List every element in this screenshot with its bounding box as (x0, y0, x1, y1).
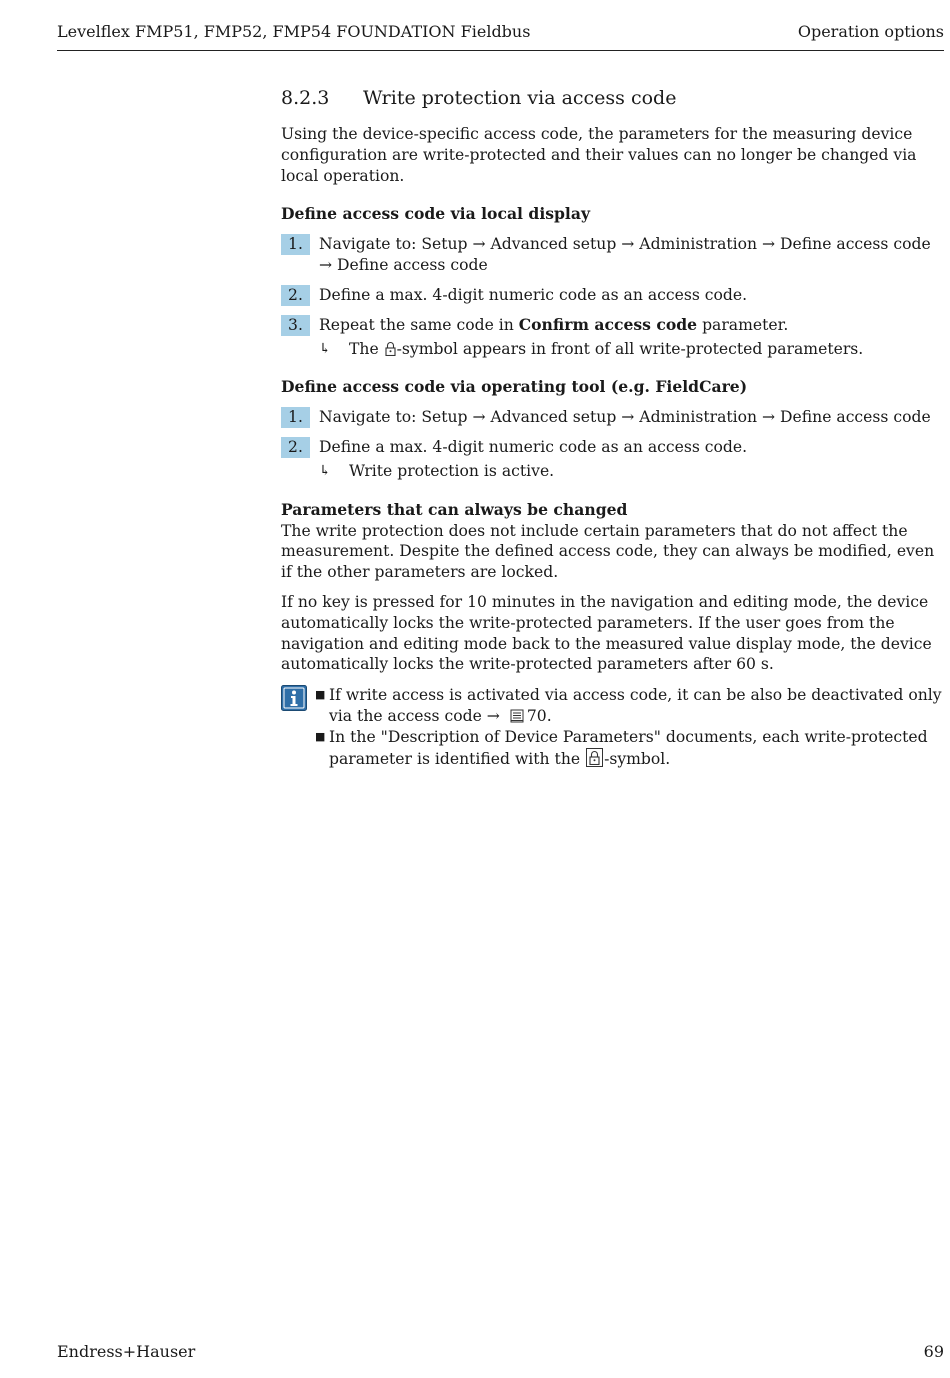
info-note (281, 685, 943, 769)
always-changed-para-1: The write protection does not include certain parameters that do not affect the measurement. Despite the defined access code, they can always be modified, even if the other parameters are locked. (281, 521, 935, 582)
parameter-name: Confirm access code (518, 314, 698, 334)
tool-step-1 (281, 407, 943, 428)
local-step-3 (281, 315, 943, 360)
bullet-text-pre: In the "Description of Device Parameters" documents, each write-protected parameter is identified with the (329, 727, 928, 768)
result-text-pre: The (349, 339, 384, 358)
local-display-heading: Define access code via local display (281, 204, 591, 224)
step-text: Navigate to: Setup → Advanced setup → Administration → Define access code → Define access code (319, 235, 931, 274)
page-header (57, 20, 944, 51)
step-text: Define a max. 4-digit numeric code as an access code. (319, 285, 748, 304)
step-body (319, 315, 943, 360)
bullet-text-pre: If write access is activated via access code, it can be also be deactivated only via the access code → (329, 686, 942, 725)
tool-step-2 (281, 437, 943, 482)
info-bullet-1 (315, 685, 943, 727)
step-result (319, 339, 943, 360)
step-number-badge: 1. (281, 407, 310, 428)
local-step-2 (281, 285, 943, 306)
result-text-post: -symbol appears in front of all write-protected parameters. (396, 339, 864, 358)
bullet-icon: ■ (315, 729, 326, 743)
page-number: 69 (923, 1342, 944, 1361)
page-reference[interactable]: 70. (526, 706, 552, 725)
info-icon (281, 685, 307, 711)
lock-symbol-icon (586, 748, 603, 767)
footer-company: Endress+Hauser (57, 1342, 196, 1361)
step-body (319, 437, 943, 482)
result-text: Write protection is active. (349, 461, 555, 480)
info-bullet-2 (315, 727, 943, 770)
section-number: 8.2.3 (281, 87, 330, 109)
page-reference-icon (510, 709, 524, 723)
main-content (281, 88, 943, 769)
bullet-text (329, 685, 943, 727)
operating-tool-heading: Define access code via operating tool (e.g. FieldCare) (281, 377, 748, 397)
step-number-badge: 2. (281, 285, 310, 306)
result-arrow-icon: ↳ (319, 340, 331, 357)
section-heading (281, 88, 943, 114)
result-text (349, 339, 863, 360)
result-arrow-icon: ↳ (319, 462, 331, 479)
bullet-icon: ■ (315, 688, 326, 702)
step-result (319, 461, 943, 482)
always-changed-para-2: If no key is pressed for 10 minutes in the navigation and editing mode, the device automatically locks the write-protected parameters. If the user goes from the navigation and editing mode back to the measured value display mode, the device automatically locks the write-protected parameters after 60 s. (281, 592, 932, 674)
step-text: Navigate to: Setup → Advanced setup → Administration → Define access code (319, 408, 931, 427)
step-number-badge: 3. (281, 315, 310, 336)
local-step-1 (281, 234, 943, 276)
lock-icon (385, 341, 396, 356)
section-intro: Using the device-specific access code, the parameters for the measuring device configuration are write-protected and their values can no longer be changed via local operation. (281, 125, 917, 185)
step-text: Define a max. 4-digit numeric code as an access code. (319, 438, 748, 457)
step-number-badge: 1. (281, 234, 310, 255)
header-chapter-title: Operation options (797, 22, 944, 41)
step-text (319, 315, 943, 336)
always-changed-heading: Parameters that can always be changed (281, 499, 628, 519)
bullet-text-post: -symbol. (604, 749, 671, 768)
step-number-badge: 2. (281, 437, 310, 458)
section-title: Write protection via access code (363, 87, 677, 109)
step-text-post: parameter. (697, 315, 789, 334)
bullet-text (329, 727, 943, 770)
header-document-title: Levelflex FMP51, FMP52, FMP54 FOUNDATION Fieldbus (57, 22, 531, 41)
info-bullet-list (315, 685, 943, 769)
step-text-pre: Repeat the same code in (319, 315, 519, 334)
